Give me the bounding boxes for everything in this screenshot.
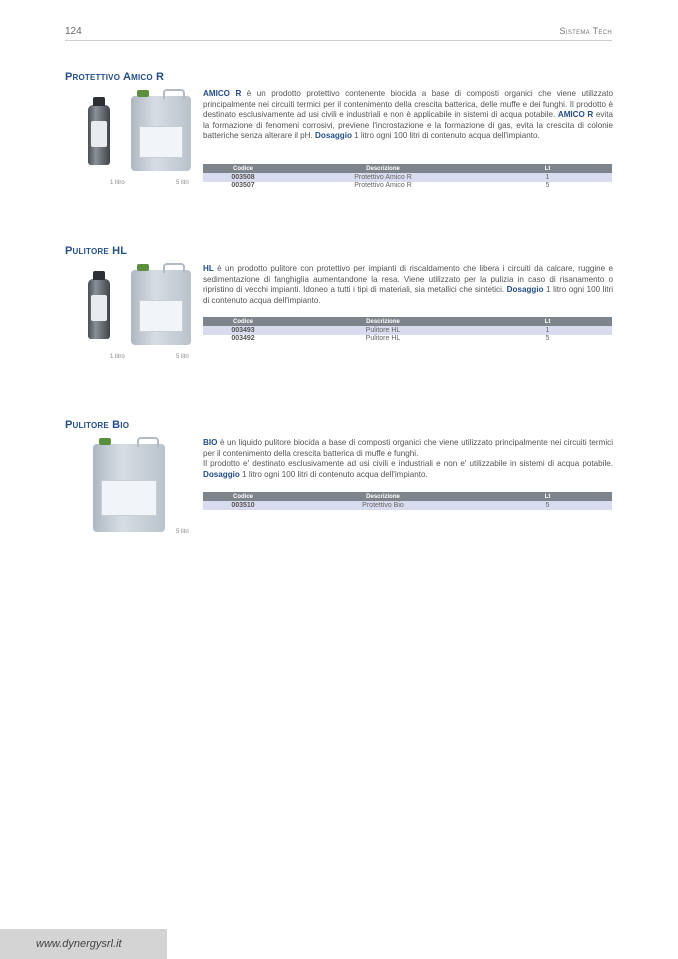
desc-bold: Dosaggio — [506, 285, 544, 295]
desc-text: è un prodotto pulitore con protettivo per impianti di riscaldamento che libera i circuiti da calcare, ruggine e sedimentazione di fanghiglia aumentandone la resa. Viene utilizzato per la pulizia in caso di risanamento o ripristino di vecchi impianti. Idoneo a tutti i tipi di materiali, sia metallici che sintetici. — [203, 264, 613, 295]
desc-text: 1 litro ogni 100 litri di contenuto acqua dell'impianto. — [203, 285, 613, 305]
desc-text: è un prodotto protettivo contenente biocida a base di composti organici che viene utilizzato principalmente nei circuiti termici per il contenimento della crescita batterica, delle muffe e dei funghi. Il prodotto è destinato esclusivamente ad usi civili e industriali e non è applicabile in sistemi di acqua potabile. — [203, 89, 613, 120]
cell-lt: 5 — [483, 501, 612, 510]
product-images — [80, 265, 195, 365]
product-section-pulitore-hl — [65, 245, 612, 375]
product-section-amico-r — [65, 71, 612, 201]
cell-description: Protettivo Amico R — [354, 182, 412, 190]
product-table — [203, 317, 612, 343]
table-row — [203, 173, 612, 182]
size-label-5l: 5 litri — [176, 529, 189, 535]
col-header-description: Descrizione — [283, 317, 483, 326]
col-header-lt: Lt — [483, 317, 612, 326]
cell-description: Pulitore HL — [283, 326, 483, 335]
col-header-code: Codice — [203, 317, 283, 326]
cell-description: Protettivo Amico R — [283, 173, 483, 182]
page-footer — [0, 929, 167, 959]
product-table — [203, 492, 612, 510]
cell-code: 003507 — [231, 182, 255, 190]
jerrycan-icon — [131, 270, 191, 345]
desc-bold: AMICO R — [203, 89, 242, 98]
col-header-code: Codice — [203, 492, 283, 501]
page-number: 124 — [65, 26, 82, 37]
section-title: Pulitore Bio — [65, 419, 130, 431]
size-label-1l: 1 litro — [110, 180, 125, 186]
cell-description: Pulitore HL — [365, 335, 401, 343]
desc-bold: HL — [203, 264, 214, 273]
small-bottle-icon — [88, 279, 110, 339]
page-header — [65, 26, 612, 41]
table-row — [203, 501, 612, 510]
table-header-row — [203, 492, 612, 501]
cell-lt: 1 — [483, 326, 612, 335]
jerrycan-icon — [131, 96, 191, 171]
small-bottle-icon — [88, 105, 110, 165]
col-header-code: Codice — [203, 164, 283, 173]
product-images — [80, 439, 195, 539]
table-row — [203, 326, 612, 335]
product-description — [203, 264, 613, 306]
col-header-description: Descrizione — [283, 164, 483, 173]
col-header-lt: Lt — [483, 164, 612, 173]
table-row — [203, 182, 612, 191]
desc-text: 1 litro ogni 100 litri di contenuto acqua dell'impianto. — [351, 131, 540, 141]
table-header-row — [203, 317, 612, 326]
section-title: Pulitore HL — [65, 245, 128, 257]
desc-bold: Dosaggio — [315, 131, 352, 141]
cell-code: 003493 — [203, 326, 283, 335]
section-title: Protettivo Amico R — [65, 71, 165, 83]
website-link[interactable]: www.dynergysrl.it — [36, 938, 122, 950]
table-header-row — [203, 164, 612, 173]
cell-lt: 5 — [545, 335, 550, 343]
desc-bold: BIO — [203, 438, 218, 447]
desc-bold: Dosaggio — [203, 469, 240, 479]
product-section-pulitore-bio — [65, 419, 612, 549]
cell-lt: 1 — [483, 173, 612, 182]
product-description — [203, 89, 613, 142]
cell-lt: 5 — [545, 182, 550, 190]
desc-text: è un liquido pulitore biocida a base di composti organici che viene utilizzato principalmente nei circuiti termici per il contenimento della crescita batterica di muffe e funghi. — [203, 438, 613, 458]
table-row — [203, 335, 612, 344]
desc-text: Il prodotto e' destinato esclusivamente ad usi civili e industriali e non e' utilizzabile in sistemi di acqua potabile. — [203, 459, 613, 469]
cell-code: 003492 — [231, 335, 255, 343]
col-header-description: Descrizione — [283, 492, 483, 501]
product-description — [203, 438, 613, 480]
desc-text: evita la formazione di fenomeni corrosivi, previene l'incrostazione e la formazione di gas, evita la crescita di colonie batteriche senza alterare il pH. — [203, 110, 613, 141]
cell-description: Protettivo Bio — [283, 501, 483, 510]
size-label-1l: 1 litro — [110, 354, 125, 360]
desc-text: 1 litro ogni 100 litri di contenuto acqua dell'impianto. — [239, 469, 428, 479]
header-section-title: Sistema Tech — [559, 26, 612, 36]
desc-bold: AMICO R — [557, 110, 594, 120]
col-header-lt: Lt — [483, 492, 612, 501]
product-images — [80, 91, 195, 191]
cell-code: 003508 — [203, 173, 283, 182]
size-label-5l: 5 litri — [176, 354, 189, 360]
product-table — [203, 164, 612, 190]
jerrycan-icon — [93, 444, 165, 532]
cell-code: 003510 — [203, 501, 283, 510]
size-label-5l: 5 litri — [176, 180, 189, 186]
